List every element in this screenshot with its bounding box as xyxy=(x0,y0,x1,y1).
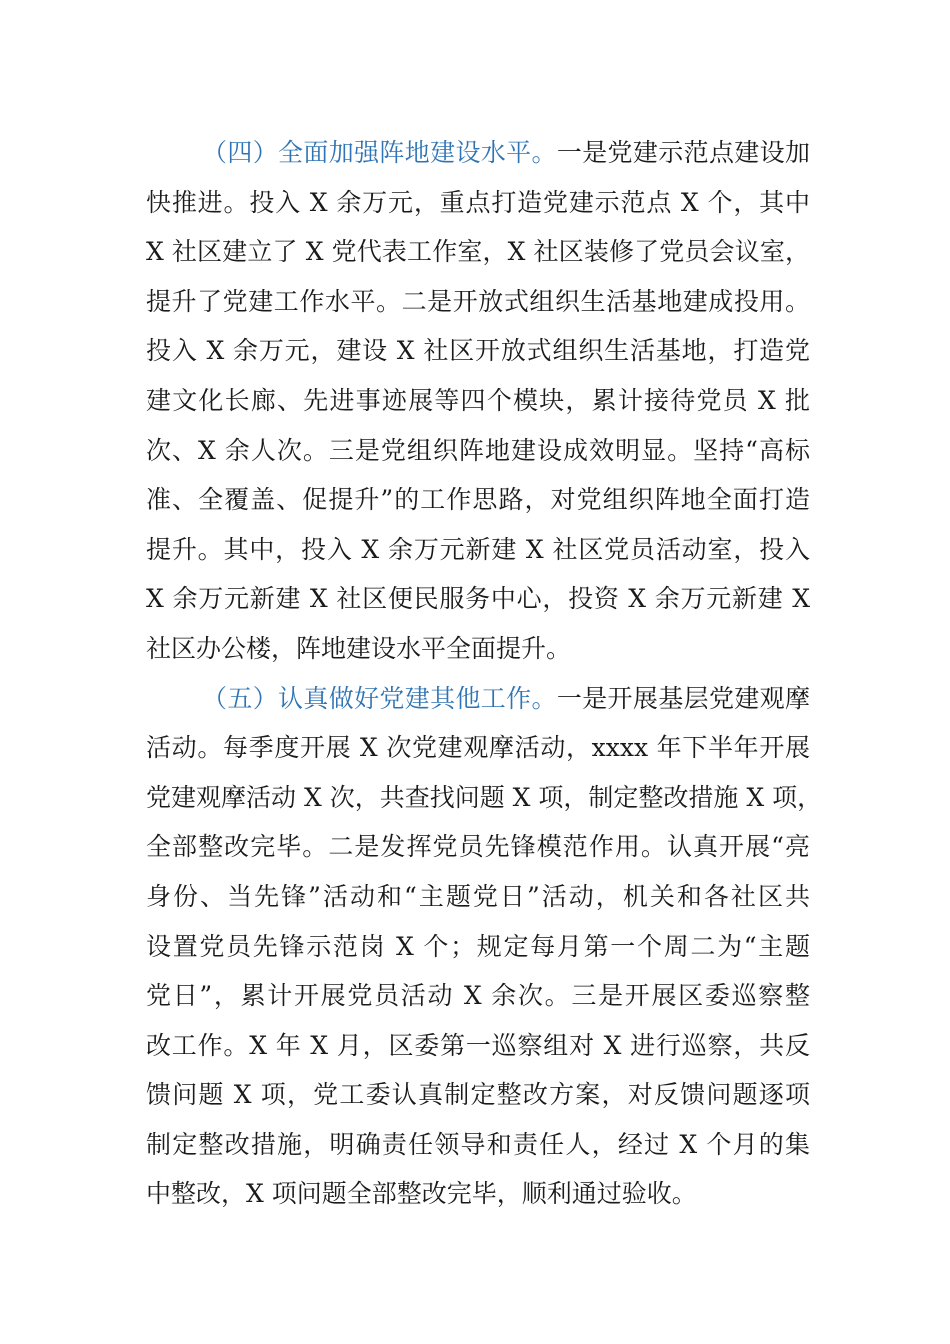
paragraph-section-5 xyxy=(146,674,823,1220)
text-run: 一是党建示范点建设加 xyxy=(556,138,810,167)
text-run: 一是开展基层党建观摩 xyxy=(556,683,810,713)
text-line: 次、X 余人次。三是党组织阵地建设成效明显。坚持“高标 xyxy=(146,435,810,465)
text-line: 党建观摩活动 X 次，共查找问题 X 项，制定整改措施 X 项， xyxy=(146,782,823,812)
text-line: 制定整改措施，明确责任领导和责任人，经过 X 个月的集 xyxy=(146,1129,810,1159)
text-line: 快推进。投入 X 余万元，重点打造党建示范点 X 个，其中 xyxy=(146,187,810,217)
section-heading: （四）全面加强阵地建设水平。 xyxy=(202,138,557,167)
text-line: 提升。其中，投入 X 余万元新建 X 社区党员活动室，投入 xyxy=(146,534,810,564)
section-heading: （五）认真做好党建其他工作。 xyxy=(202,683,557,713)
text-line: 馈问题 X 项，党工委认真制定整改方案，对反馈问题逐项 xyxy=(146,1080,810,1110)
text-line: 提升了党建工作水平。二是开放式组织生活基地建成投用。 xyxy=(146,286,810,316)
text-line: 准、全覆盖、促提升”的工作思路，对党组织阵地全面打造 xyxy=(146,485,810,515)
text-line: 投入 X 余万元，建设 X 社区开放式组织生活基地，打造党 xyxy=(146,336,810,366)
text-line: 改工作。X 年 X 月，区委第一巡察组对 X 进行巡察，共反 xyxy=(146,1030,810,1060)
text-line: 设置党员先锋示范岗 X 个；规定每月第一个周二为“主题 xyxy=(146,931,810,961)
text-line: 建文化长廊、先进事迹展等四个模块，累计接待党员 X 批 xyxy=(146,385,810,415)
text-line: 社区办公楼，阵地建设水平全面提升。 xyxy=(146,633,572,663)
document-body xyxy=(146,128,823,1219)
text-line: 身份、当先锋”活动和“主题党日”活动，机关和各社区共 xyxy=(146,881,810,911)
text-line: X 余万元新建 X 社区便民服务中心，投资 X 余万元新建 X xyxy=(146,584,810,614)
paragraph-first-line xyxy=(146,674,810,724)
text-line: X 社区建立了 X 党代表工作室，X 社区装修了党员会议室， xyxy=(146,237,810,267)
text-line: 中整改，X 项问题全部整改完毕，顺利通过验收。 xyxy=(146,1179,697,1209)
text-line: 全部整改完毕。二是发挥党员先锋模范作用。认真开展“亮 xyxy=(146,832,810,862)
paragraph-first-line xyxy=(146,128,810,178)
paragraph-section-4 xyxy=(146,128,810,674)
text-line: 党日”，累计开展党员活动 X 余次。三是开展区委巡察整 xyxy=(146,981,810,1011)
text-line: 活动。每季度开展 X 次党建观摩活动，xxxx 年下半年开展 xyxy=(146,733,810,763)
